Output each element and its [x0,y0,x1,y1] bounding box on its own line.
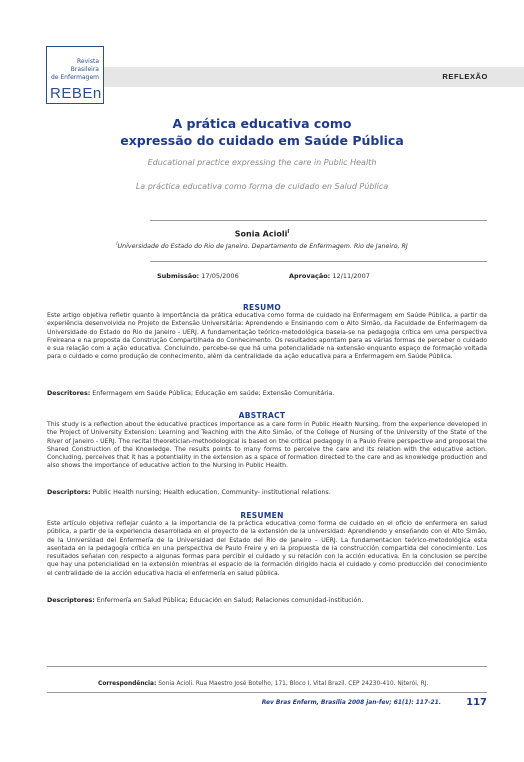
section-label: REFLEXÃO [442,72,488,81]
footer-divider-bottom [47,692,487,693]
logo-wordmark: REBEn [50,85,102,102]
logo-line-1: Revista [77,58,99,65]
author-divider [150,261,487,262]
resumen-keywords: Descriptores: Enfermería en Salud Pública; Educación en Salud; Relaciones comunidad-institución. [47,597,364,604]
resumo-text: Este artigo objetiva refletir quanto à importância da prática educativa como forma de cuidado na Enfermagem em Saúde Pública, a partir da experiência desenvolvida no Projeto de Extensão Universitária: Aprendendo e Ensinando com o Alto Simão, da Faculdade de Enfermagem da Universidade do Estado do Rio de Janeiro - UERJ. A fundamentação teórico-metodológica baseia-se na pedagogia crítica em uma perspectiva Freireana e na proposta da Construção Compartilhada do Conhecimento. Os resultados apontam para as várias formas de perceber o cuidado e sua relação com a ação educativa. Concluindo, percebe-se que há uma potencialidade na extensão enquanto espaço de formação voltada para o cuidado e como produção de conhecimento, além da centralidade da ação educativa para a Enfermagem em Saúde Pública. [47,312,487,361]
subtitle-english: Educational practice expressing the care in Public Health [147,158,377,167]
journal-citation: Rev Bras Enferm, Brasília 2008 jan-fev; 61(1): 117-21. [261,700,441,706]
page-number: 117 [466,697,487,708]
approval-date: Aprovação: 12/11/2007 [289,272,370,280]
footer-divider-top [47,666,487,667]
abstract-keywords: Descriptors: Public Health nursing; Health education, Community- institutional relations. [47,489,331,496]
resumen-heading: RESUMEN [240,511,284,520]
title-divider [150,220,487,221]
resumo-heading: RESUMO [242,303,282,312]
article-title-line-1: A prática educativa como [172,116,352,131]
resumo-keywords: Descritores: Enfermagem em Saúde Pública; Educação em saúde; Extensão Comunitária. [47,390,335,397]
author-affiliation: $^I$Universidade do Estado do Rio de Janeiro. Departamento de Enfermagem. Rio de Janeiro, RJ [116,242,408,251]
submission-date: Submissão: 17/05/2006 [157,272,239,280]
journal-logo [46,46,104,104]
article-title-line-2: expressão do cuidado em Saúde Pública [120,133,404,148]
author-name: Sonia Acioli$^I$ [234,229,290,239]
abstract-heading: ABSTRACT [238,411,286,420]
correspondence: Correspondência: Sonia Acioli. Rua Maestro José Botelho, 171, Bloco I, Vital Brazil. CEP 24230-410. Niterói, RJ. [98,681,429,687]
logo-line-3: de Enfermagem [50,74,99,81]
resumen-text: Este artículo objetiva reflejar cuánto a la importancia de la práctica educativa como forma de cuidado en el oficio de enfermera en salud pública, a partir de la experiencia desarrollada en el proyecto de la extensión de la universidad: Aprendiendo y enseñando con el Alto Simão, de la Universidad del Enfermería de la Universidad del Estado del Rio de Janeiro – UERJ. La fundamentacion teórico-metodológica esta asentada en la pedagogía crítica en una perspectiva de Paulo Freire y en la propuesta de la construcción compartida del conocimiento. Los resultados señalan con respecto a algunas formas para percibir el cuidado y su relación con la acción educativa. En la conclusion se percibe que hay una potencialidad en la extensión mientras el espacio de la formación dirigido hacia el cuidado y como producción del conocimiento el centralidade de la acción educativa hacia el enfermería en salud pública. [47,520,487,577]
abstract-text: This study is a reflection about the educative practices importance as a care form in Public Health Nursing, from the experience developed in the Project of University Extension: Learning and Teaching with the Alto Simão, of the College of Nursing of the University of the State of the River of Janeiro - UERJ. The recital theoretician-methodological is based on the critical pedagogy in a Paulo Freire perspective and proposal the Shared Construction of the Knowledge. The results points to many forms to perceive the care and its relation with the educative action. Concluding, perceives that it has a potentiality in the extension as a space of formation directed to the care and as knowledge production and also shows the importance of educative action to the Nursing in Public Health. [47,421,487,470]
logo-line-2: Brasileira [70,66,99,73]
subtitle-spanish: La práctica educativa como forma de cuidado en Salud Pública [135,182,389,191]
